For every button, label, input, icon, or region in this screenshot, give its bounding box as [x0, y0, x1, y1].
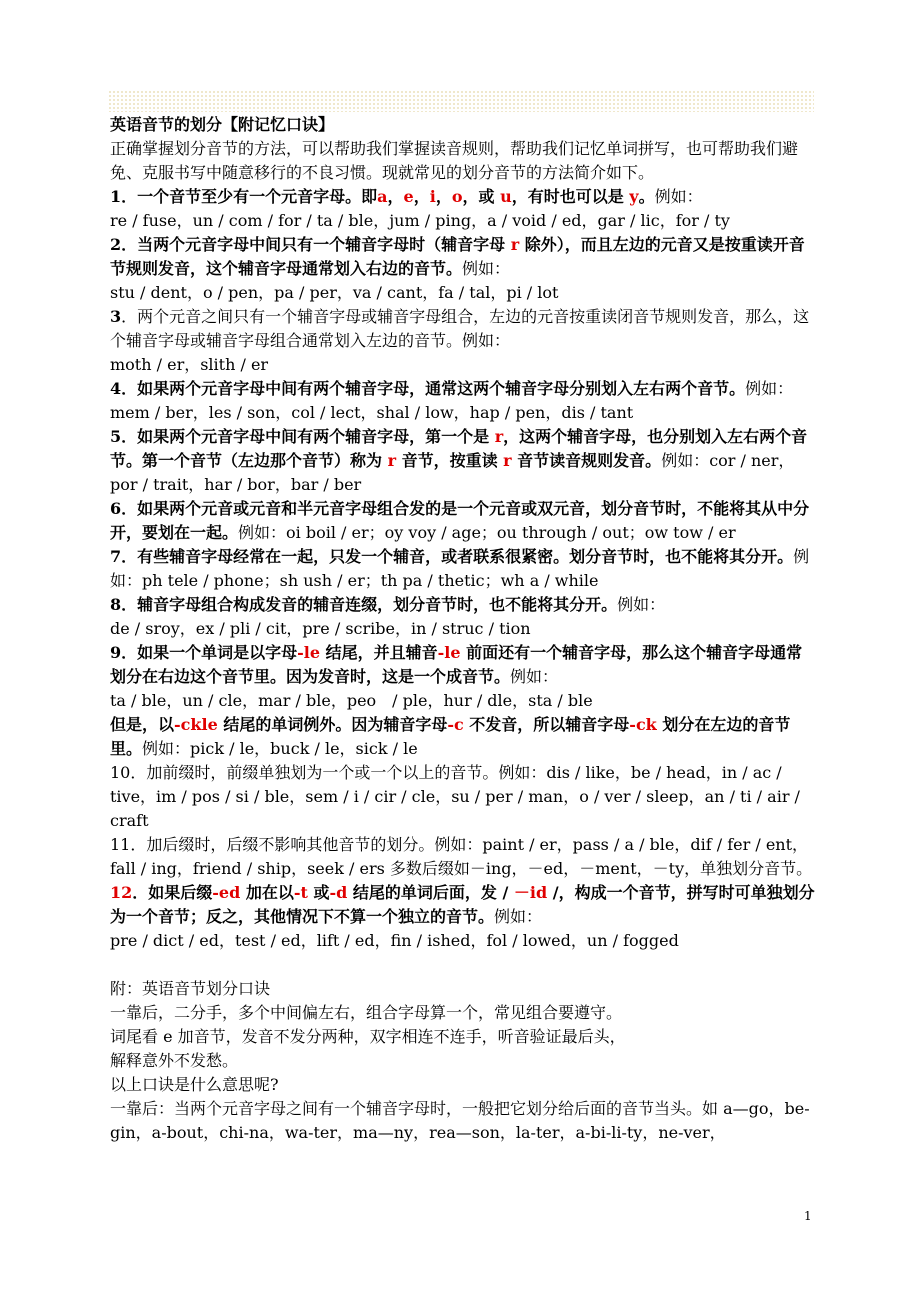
- mnemonic-line-1: 一靠后，二分手，多个中间偏左右，组合字母算一个，常见组合要遵守。: [110, 1003, 623, 1022]
- rule-9: 9．如果一个单词是以字母-le 结尾，并且辅音-le 前面还有一个辅音字母，那么这个辅音字母通常划分在右边这个音节里。因为发音时，这是一个成音节。例如：: [110, 643, 803, 686]
- rule-10: 10．加前缀时，前缀单独划为一个或一个以上的音节。例如：dis / like，be / head，in / ac / tive，im / pos / si / ble，sem / i / cir / cle，su / per / man，o / ver / sleep，an / ti / air / craft: [110, 763, 800, 830]
- spacer: [110, 953, 816, 977]
- rule-11: 11．加后缀时，后缀不影响其他音节的划分。例如：paint / er，pass / a / ble，dif / fer / ent，fall / ing，friend / ship，seek / ers 多数后缀如－ing，－ed，－ment，－ty，单独划分音节。: [110, 835, 813, 878]
- document-body: [110, 113, 816, 1145]
- rule-3: 3．两个元音之间只有一个辅音字母或辅音字母组合，左边的元音按重读闭音节规则发音，那么，这个辅音字母或辅音字母组合通常划入左边的音节。例如：: [110, 307, 810, 350]
- doc-title: 英语音节的划分【附记忆口诀】: [110, 115, 335, 134]
- rule-12-examples: pre / dict / ed，test / ed，lift / ed，fin / ished，fol / lowed，un / fogged: [110, 931, 679, 950]
- rule-5: 5．如果两个元音字母中间有两个辅音字母，第一个是 r，这两个辅音字母，也分别划入左右两个音节。第一个音节（左边那个音节）称为 r 音节，按重读 r 音节读音规则发音。例如：cor / ner，por / trait，har / bor，bar / ber: [110, 427, 808, 494]
- mnemonic-question: 以上口诀是什么意思呢?: [110, 1075, 279, 1094]
- appendix-title: 附：英语音节划分口诀: [110, 979, 271, 998]
- rule-9-exception: 但是，以-ckle 结尾的单词例外。因为辅音字母-c 不发音，所以辅音字母-ck 划分在左边的音节里。例如：pick / le，buck / le，sick / le: [110, 715, 791, 758]
- rule-9-examples: ta / ble，un / cle，mar / ble，peo / ple，hur / dle，sta / ble: [110, 691, 593, 710]
- rule-1: 1．一个音节至少有一个元音字母。即a，e，i，o，或 u，有时也可以是 y。例如：: [110, 187, 703, 206]
- rule-2-examples: stu / dent，o / pen，pa / per，va / cant，fa / tal，pi / lot: [110, 283, 559, 302]
- mnemonic-line-2: 词尾看 e 加音节，发音不发分两种，双字相连不连手，听音验证最后头，: [110, 1027, 626, 1046]
- page-number: 1: [804, 1209, 812, 1223]
- mnemonic-line-3: 解释意外不发愁。: [110, 1051, 239, 1070]
- rule-2: 2．当两个元音字母中间只有一个辅音字母时（辅音字母 r 除外），而且左边的元音又是按重读开音节规则发音，这个辅音字母通常划入右边的音节。例如：: [110, 235, 805, 278]
- header-decoration: [108, 90, 814, 112]
- rule-6: 6．如果两个元音或元音和半元音字母组合发的是一个元音或双元音，划分音节时，不能将其从中分开，要划在一起。例如：oi boil / er；oy voy / age；ou through / out；ow tow / er: [110, 499, 810, 542]
- rule-1-examples: re / fuse，un / com / for / ta / ble，jum / ping，a / void / ed，gar / lic，for / ty: [110, 211, 730, 230]
- rule-4: 4．如果两个元音字母中间有两个辅音字母，通常这两个辅音字母分别划入左右两个音节。例如：mem / ber，les / son，col / lect，shal / low，hap / pen，dis / tant: [110, 379, 794, 422]
- rule-3-examples: moth / er，slith / er: [110, 355, 269, 374]
- rule-12: 12．如果后缀-ed 加在以-t 或-d 结尾的单词后面，发 / －id /，构成一个音节，拼写时可单独划分为一个音节；反之，其他情况下不算一个独立的音节。例如：: [110, 883, 815, 926]
- mnemonic-explanation: 一靠后：当两个元音字母之间有一个辅音字母时，一般把它划分给后面的音节当头。如 a—go，be-gin，a-bout，chi-na，wa-ter，ma—ny，rea—son，la-ter，a-bi-li-ty，ne-ver，: [110, 1099, 810, 1142]
- rule-8: 8．辅音字母组合构成发音的辅音连缀，划分音节时，也不能将其分开。例如：: [110, 595, 666, 614]
- intro-paragraph: 正确掌握划分音节的方法，可以帮助我们掌握读音规则，帮助我们记忆单词拼写，也可帮助我们避免、克服书写中随意移行的不良习惯。现就常见的划分音节的方法简介如下。: [110, 139, 799, 182]
- rule-7: 7．有些辅音字母经常在一起，只发一个辅音，或者联系很紧密。划分音节时，也不能将其分开。例如：ph tele / phone；sh ush / er；th pa / thetic；wh a / while: [110, 547, 810, 590]
- rule-8-examples: de / sroy，ex / pli / cit，pre / scribe，in / struc / tion: [110, 619, 531, 638]
